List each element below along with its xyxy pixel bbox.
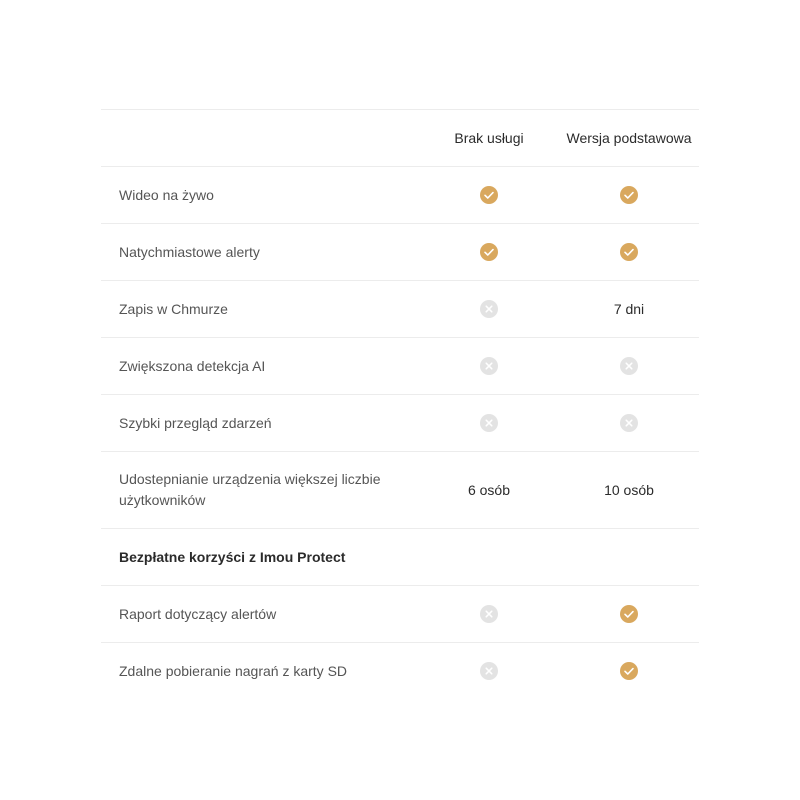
feature-cell: [419, 300, 559, 318]
table-row: [101, 643, 699, 699]
feature-label: Zdalne pobieranie nagrań z karty SD: [119, 662, 348, 679]
feature-label: Natychmiastowe alerty: [119, 243, 260, 260]
feature-value: 10 osób: [604, 482, 654, 498]
feature-cell: [559, 301, 699, 317]
section-title: Bezpłatne korzyści z Imou Protect: [119, 548, 346, 565]
feature-value: 7 dni: [613, 301, 645, 317]
table-row: [101, 281, 699, 338]
table-header-row: [101, 110, 699, 167]
table-row: [101, 338, 699, 395]
check-icon: [620, 662, 638, 680]
feature-cell: [559, 482, 699, 498]
table-row: [101, 586, 699, 643]
table-row: [101, 167, 699, 224]
feature-cell: [419, 482, 559, 498]
cross-icon: [480, 357, 498, 375]
check-icon: [480, 243, 498, 261]
feature-label: Wideo na żywo: [119, 186, 214, 203]
table-row: [101, 395, 699, 452]
check-icon: [620, 186, 638, 204]
cross-icon: [480, 605, 498, 623]
feature-label: Zwiększona detekcja AI: [119, 357, 266, 374]
feature-label: Raport dotyczący alertów: [119, 605, 277, 622]
feature-label: Zapis w Chmurze: [119, 300, 228, 317]
feature-cell: [559, 605, 699, 623]
feature-cell: [419, 186, 559, 204]
cross-icon: [620, 414, 638, 432]
table-row: [101, 452, 699, 529]
check-icon: [620, 605, 638, 623]
feature-cell: [419, 357, 559, 375]
column-header-no-service: Brak usługi: [454, 130, 524, 146]
feature-cell: [419, 414, 559, 432]
section-header-row: [101, 529, 699, 586]
comparison-table: [101, 109, 699, 699]
feature-cell: [419, 662, 559, 680]
cross-icon: [620, 357, 638, 375]
feature-cell: [559, 414, 699, 432]
feature-value: 6 osób: [467, 482, 511, 498]
feature-cell: [559, 243, 699, 261]
feature-cell: [559, 186, 699, 204]
cross-icon: [480, 662, 498, 680]
feature-label: Udostepnianie urządzenia większej liczbie użytkowników: [119, 471, 381, 508]
cross-icon: [480, 414, 498, 432]
column-header-basic-version: Wersja podstawowa: [566, 130, 692, 146]
table-row: [101, 224, 699, 281]
feature-cell: [559, 662, 699, 680]
check-icon: [480, 186, 498, 204]
feature-label: Szybki przegląd zdarzeń: [119, 414, 272, 431]
feature-cell: [419, 605, 559, 623]
feature-cell: [419, 243, 559, 261]
feature-cell: [559, 357, 699, 375]
cross-icon: [480, 300, 498, 318]
check-icon: [620, 243, 638, 261]
